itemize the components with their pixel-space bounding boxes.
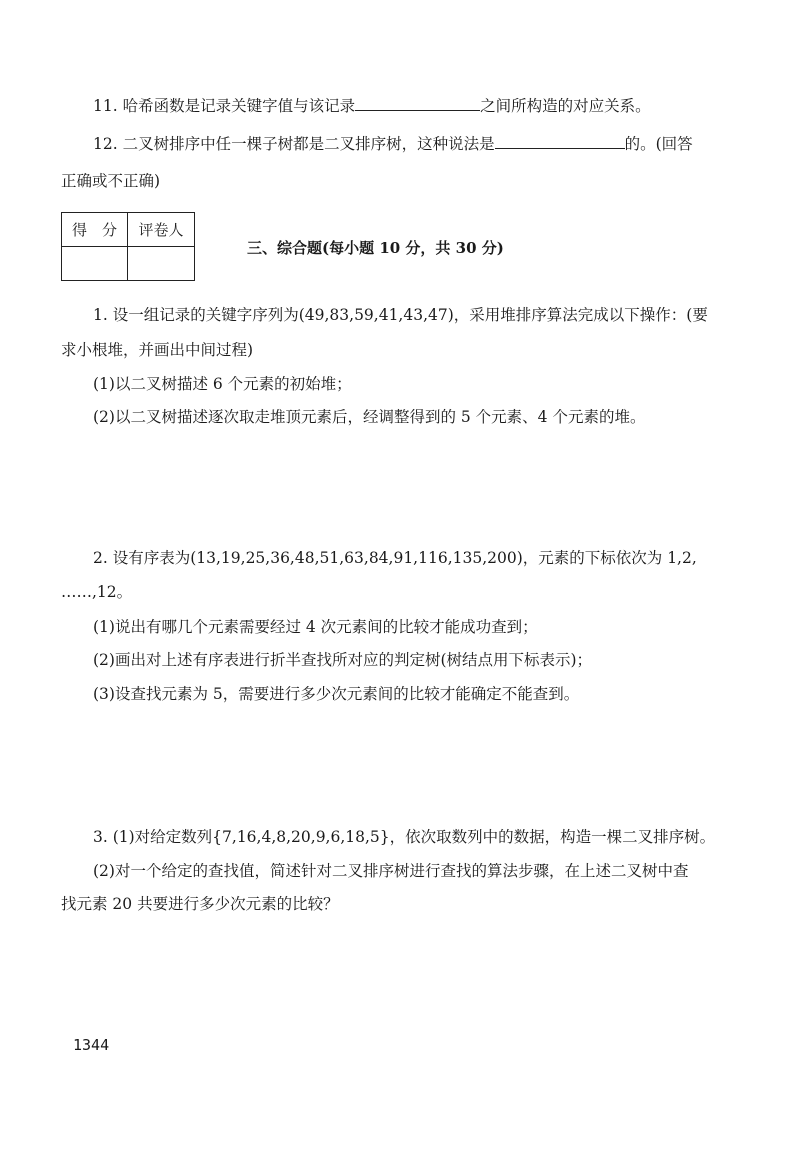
- q2-part-2: (2)画出对上述有序表进行折半查找所对应的判定树(树结点用下标表示)；: [93, 651, 593, 669]
- question-11-tail: 之间所构造的对应关系。: [480, 97, 651, 115]
- q1-part-2: (2)以二叉树描述逐次取走堆顶元素后，经调整得到的 5 个元素、4 个元素的堆。: [93, 408, 646, 426]
- question-12-tail: 的。(回答: [624, 135, 693, 153]
- grader-label: 评卷人: [128, 213, 195, 247]
- question-11-text: 11. 哈希函数是记录关键字值与该记录: [93, 97, 356, 115]
- page-number: 1344: [73, 1036, 110, 1054]
- question-11: [93, 96, 651, 116]
- answer-blank: [495, 134, 625, 149]
- score-table: [61, 212, 195, 281]
- score-label: 得 分: [62, 213, 128, 247]
- section-title: 三、综合题(每小题 10 分，共 30 分): [247, 239, 504, 257]
- q1-part-1: (1)以二叉树描述 6 个元素的初始堆；: [93, 375, 352, 393]
- score-cell: [62, 247, 128, 281]
- grader-cell: [128, 247, 195, 281]
- question-12-text: 12. 二叉树排序中任一棵子树都是二叉排序树，这种说法是: [93, 135, 495, 153]
- q2-stem: 2. 设有序表为(13,19,25,36,48,51,63,84,91,116,135,200)，元素的下标依次为 1,2,: [93, 549, 697, 567]
- q3-part-1: 3. (1)对给定数列{7,16,4,8,20,9,6,18,5}，依次取数列中的数据，构造一棵二叉排序树。: [93, 828, 716, 846]
- q2-part-3: (3)设查找元素为 5，需要进行多少次元素间的比较才能确定不能查到。: [93, 685, 580, 703]
- q2-part-1: (1)说出有哪几个元素需要经过 4 次元素间的比较才能成功查到；: [93, 618, 538, 636]
- q2-stem-continuation: ……,12。: [61, 583, 133, 601]
- q1-stem: 1. 设一组记录的关键字序列为(49,83,59,41,43,47)，采用堆排序算法完成以下操作：(要: [93, 306, 708, 324]
- question-12: [93, 134, 693, 154]
- q1-stem-continuation: 求小根堆，并画出中间过程): [61, 341, 254, 359]
- answer-blank: [355, 96, 480, 111]
- q3-part-2: (2)对一个给定的查找值，简述针对二叉排序树进行查找的算法步骤，在上述二叉树中查: [93, 862, 689, 880]
- q3-part-2-continuation: 找元素 20 共要进行多少次元素的比较？: [61, 895, 339, 913]
- question-12-continuation: 正确或不正确): [61, 172, 161, 190]
